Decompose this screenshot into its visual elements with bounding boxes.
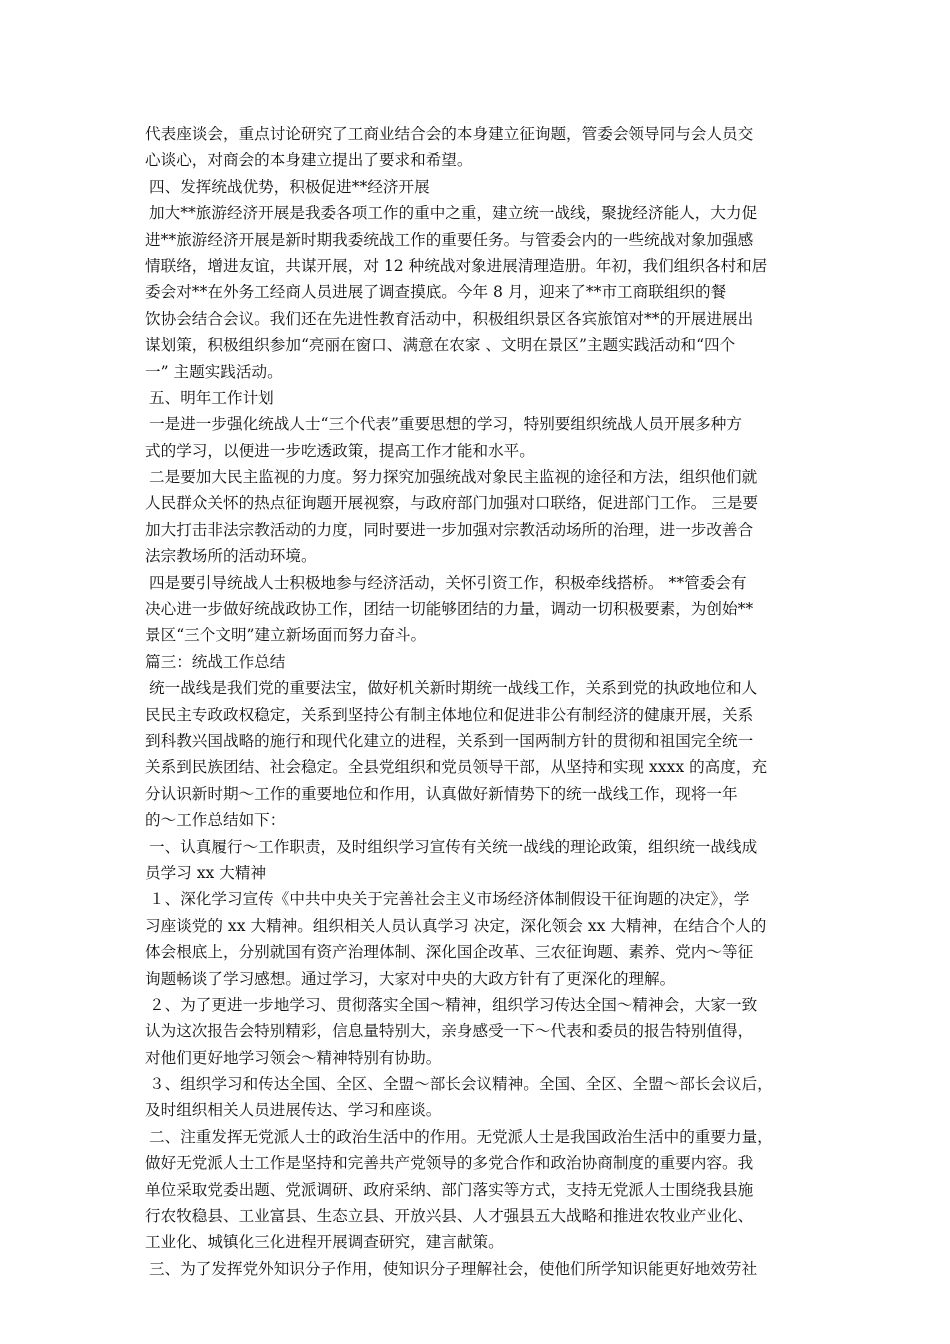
text-line: 代表座谈会，重点讨论研究了工商业结合会的本身建立征询题，管委会领导同与会人员交: [145, 125, 754, 143]
text-line: 员学习 xx 大精神: [145, 863, 267, 882]
text-line: 委会对**在外务工经商人员进展了调查摸底。今年 8 月，迎来了**市工商联组织的餐: [145, 283, 727, 302]
text-line: 篇三：统战工作总结: [145, 652, 286, 671]
text-line: 决心进一步做好统战政协工作，团结一切能够团结的力量，调动一切积极要素，为创始**: [145, 600, 754, 619]
text-line: 景区“三个文明”建立新场面而努力奋斗。: [145, 626, 427, 645]
text-line: 及时组织相关人员进展传达、学习和座谈。: [145, 1101, 442, 1120]
text-line: 一是进一步强化统战人士“三个代表”重要思想的学习，特别要组织统战人员开展多种方: [149, 415, 742, 434]
text-line: 三、为了发挥党外知识分子作用，使知识分子理解社会，使他们所学知识能更好地效劳社: [149, 1259, 758, 1278]
text-line: 法宗教场所的活动环境。: [145, 547, 317, 566]
text-line: 对他们更好地学习领会～精神特别有协助。: [145, 1048, 442, 1067]
text-line: 民民主专政政权稳定，关系到坚持公有制主体地位和促进非公有制经济的健康开展，关系: [145, 705, 754, 724]
text-line: １、深化学习宣传《中共中央关于完善社会主义市场经济体制假设干征询题的决定》，学: [149, 890, 750, 909]
text-line: 四是要引导统战人士积极地参与经济活动，关怀引资工作，积极牵线搭桥。 **管委会有: [149, 573, 747, 592]
text-line: 体会根底上，分别就国有资产治理体制、深化国企改革、三农征询题、素养、党内～等征: [145, 943, 754, 962]
text-line: 认为这次报告会特别精彩，信息量特别大，亲身感受一下～代表和委员的报告特别值得，: [145, 1022, 754, 1041]
text-line: 单位采取党委出题、党派调研、政府采纳、部门落实等方式，支持无党派人士围绕我县施: [145, 1180, 754, 1199]
text-line: 习座谈党的 xx 大精神。组织相关人员认真学习 决定，深化领会 xx 大精神，在结合个人的: [145, 916, 767, 935]
text-line: 情联络，增进友谊，共谋开展，对 12 种统战对象进展清理造册。年初，我们组织各村和居: [145, 256, 768, 275]
text-line: 四、发挥统战优势，积极促进**经济开展: [149, 177, 430, 196]
text-line: 工业化、城镇化三化进程开展调查研究，建言献策。: [145, 1233, 504, 1252]
text-line: 五、明年工作计划: [149, 388, 274, 407]
text-line: 心谈心，对商会的本身建立提出了要求和希望。: [145, 151, 473, 170]
text-line: 加大**旅游经济开展是我委各项工作的重中之重，建立统一战线，聚拢经济能人，大力促: [149, 204, 758, 223]
text-line: 关系到民族团结、社会稳定。全县党组织和党员领导干部，从坚持和实现 xxxx 的高度，充: [145, 758, 768, 777]
text-line: ２、为了更进一步地学习、贯彻落实全国～精神，组织学习传达全国～精神会，大家一致: [149, 995, 758, 1014]
document-body: [145, 121, 810, 1282]
text-line: 统一战线是我们党的重要法宝，做好机关新时期统一战线工作，关系到党的执政地位和人: [149, 679, 758, 698]
text-line: 人民群众关怀的热点征询题开展视察，与政府部门加强对口联络，促进部门工作。 三是要: [145, 494, 759, 513]
text-line: 进**旅游经济开展是新时期我委统战工作的重要任务。与管委会内的一些统战对象加强感: [145, 230, 754, 249]
text-line: 饮协会结合会议。我们还在先进性教育活动中，积极组织景区各宾旅馆对**的开展进展出: [145, 309, 754, 328]
text-line: ３、组织学习和传达全国、全区、全盟～部长会议精神。全国、全区、全盟～部长会议后，: [149, 1075, 773, 1094]
text-line: 询题畅谈了学习感想。通过学习，大家对中央的大政方针有了更深化的理解。: [145, 969, 676, 988]
text-line: 谋划策，积极组织参加“亮丽在窗口、满意在农家 、文明在景区”主题实践活动和“四个: [145, 336, 736, 355]
text-line: 做好无党派人士工作是坚持和完善共产党领导的多党合作和政治协商制度的重要内容。我: [145, 1154, 754, 1173]
text-line: 加大打击非法宗教活动的力度，同时要进一步加强对宗教活动场所的治理，进一步改善合: [145, 520, 754, 539]
text-line: 到科教兴国战略的施行和现代化建立的进程，关系到一国两制方针的贯彻和祖国完全统一: [145, 731, 754, 750]
text-line: 式的学习，以便进一步吃透政策，提高工作才能和水平。: [145, 441, 535, 460]
text-line: 行农牧稳县、工业富县、生态立县、开放兴县、人才强县五大战略和推进农牧业产业化、: [145, 1207, 754, 1226]
text-line: 二、注重发挥无党派人士的政治生活中的作用。无党派人士是我国政治生活中的重要力量，: [149, 1127, 773, 1146]
text-line: 的～工作总结如下：: [145, 811, 286, 830]
text-line: 一” 主题实践活动。: [145, 362, 283, 381]
text-line: 二是要加大民主监视的力度。努力探究加强统战对象民主监视的途径和方法，组织他们就: [149, 468, 758, 487]
text-line: 一、认真履行～工作职责，及时组织学习宣传有关统一战线的理论政策，组织统一战线成: [149, 837, 758, 856]
text-line: 分认识新时期～工作的重要地位和作用，认真做好新情势下的统一战线工作，现将一年: [145, 784, 738, 803]
